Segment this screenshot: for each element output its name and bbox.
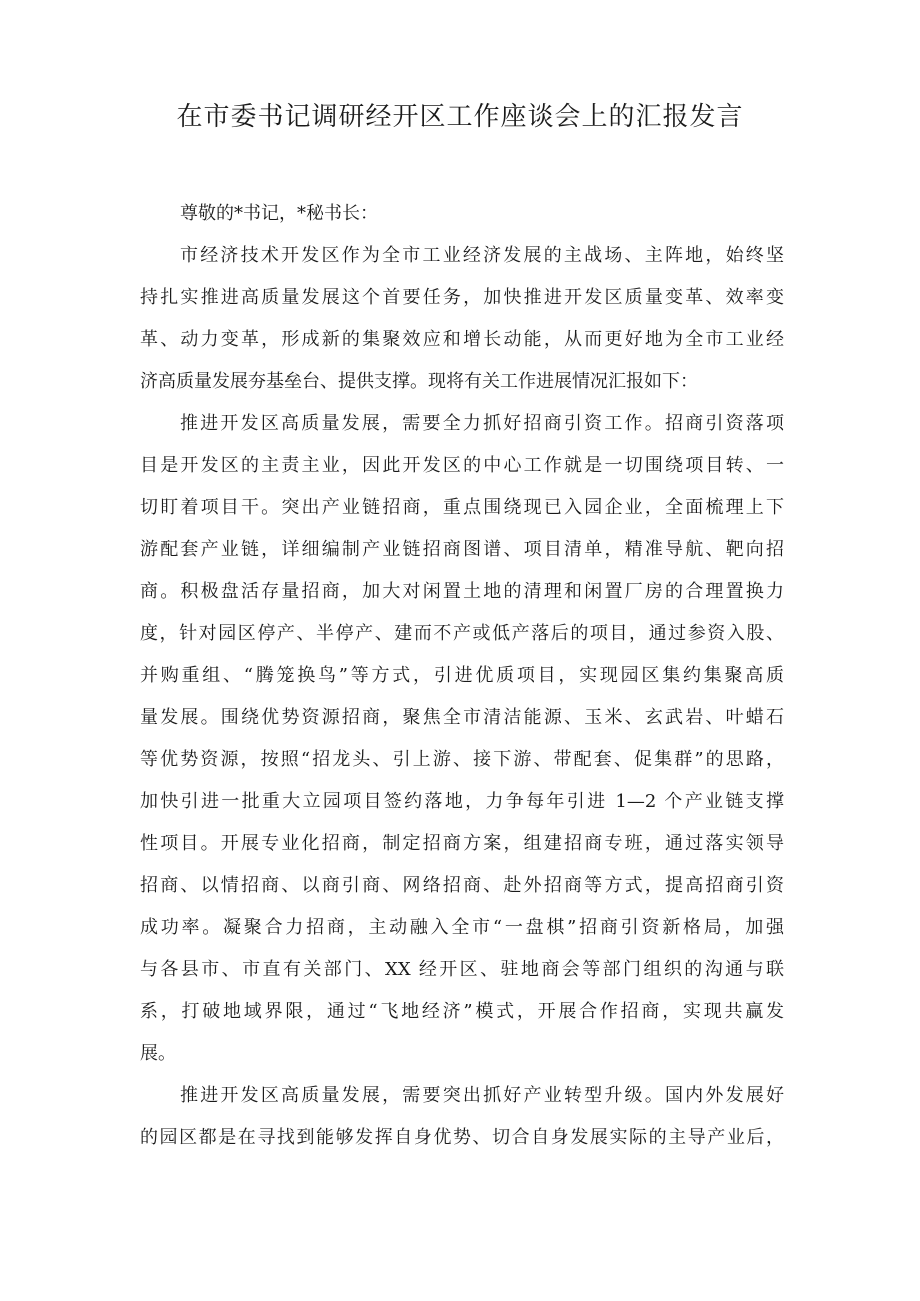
salutation: 尊敬的*书记，*秘书长： [180, 203, 378, 224]
paragraph-line: 量发展。围绕优势资源招商，聚焦全市清洁能源、玉米、玄武岩、叶蜡石 [140, 707, 784, 728]
paragraph-line: 系，打破地域界限，通过“飞地经济”模式，开展合作招商，实现共赢发 [140, 1001, 784, 1022]
paragraph-line: 济高质量发展夯基垒台、提供支撑。现将有关工作进展情况汇报如下： [140, 371, 698, 392]
paragraph-line: 游配套产业链，详细编制产业链招商图谱、项目清单，精准导航、靶向招 [140, 539, 784, 560]
paragraph-line: 的园区都是在寻找到能够发挥自身优势、切合自身发展实际的主导产业后， [140, 1127, 784, 1148]
paragraph-line: 等优势资源，按照“招龙头、引上游、接下游、带配套、促集群”的思路， [140, 749, 784, 770]
paragraph-line: 招商、以情招商、以商引商、网络招商、赴外招商等方式，提高招商引资 [140, 875, 784, 896]
paragraph-line: 推进开发区高质量发展，需要突出抓好产业转型升级。国内外发展好 [180, 1085, 784, 1106]
paragraph-3 [140, 1075, 784, 1159]
paragraph-line: 成功率。凝聚合力招商，主动融入全市“一盘棋”招商引资新格局，加强 [140, 917, 784, 938]
paragraph-line: 商。积极盘活存量招商，加大对闲置土地的清理和闲置厂房的合理置换力 [140, 581, 784, 602]
paragraph-line: 持扎实推进高质量发展这个首要任务，加快推进开发区质量变革、效率变 [140, 287, 784, 308]
paragraph-line: 推进开发区高质量发展，需要全力抓好招商引资工作。招商引资落项 [180, 413, 784, 434]
paragraph-line: 革、动力变革，形成新的集聚效应和增长动能，从而更好地为全市工业经 [140, 329, 784, 350]
paragraph-1 [140, 235, 784, 403]
paragraph-line: 切盯着项目干。突出产业链招商，重点围绕现已入园企业，全面梳理上下 [140, 497, 784, 518]
paragraph-line: 与各县市、市直有关部门、XX 经开区、驻地商会等部门组织的沟通与联 [140, 959, 784, 980]
paragraph-line: 加快引进一批重大立园项目签约落地，力争每年引进 1—2 个产业链支撑 [140, 791, 784, 812]
document-body [140, 193, 784, 1159]
paragraph-2 [140, 403, 784, 1075]
paragraph-line: 市经济技术开发区作为全市工业经济发展的主战场、主阵地，始终坚 [180, 245, 784, 266]
paragraph-line: 目是开发区的主责主业，因此开发区的中心工作就是一切围绕项目转、一 [140, 455, 784, 476]
document-title: 在市委书记调研经开区工作座谈会上的汇报发言 [176, 102, 744, 132]
paragraph-line: 性项目。开展专业化招商，制定招商方案，组建招商专班，通过落实领导 [140, 833, 784, 854]
paragraph-line: 并购重组、“腾笼换鸟”等方式，引进优质项目，实现园区集约集聚高质 [140, 665, 784, 686]
paragraph-line: 展。 [140, 1043, 176, 1064]
paragraph-line: 度，针对园区停产、半停产、建而不产或低产落后的项目，通过参资入股、 [140, 623, 784, 644]
